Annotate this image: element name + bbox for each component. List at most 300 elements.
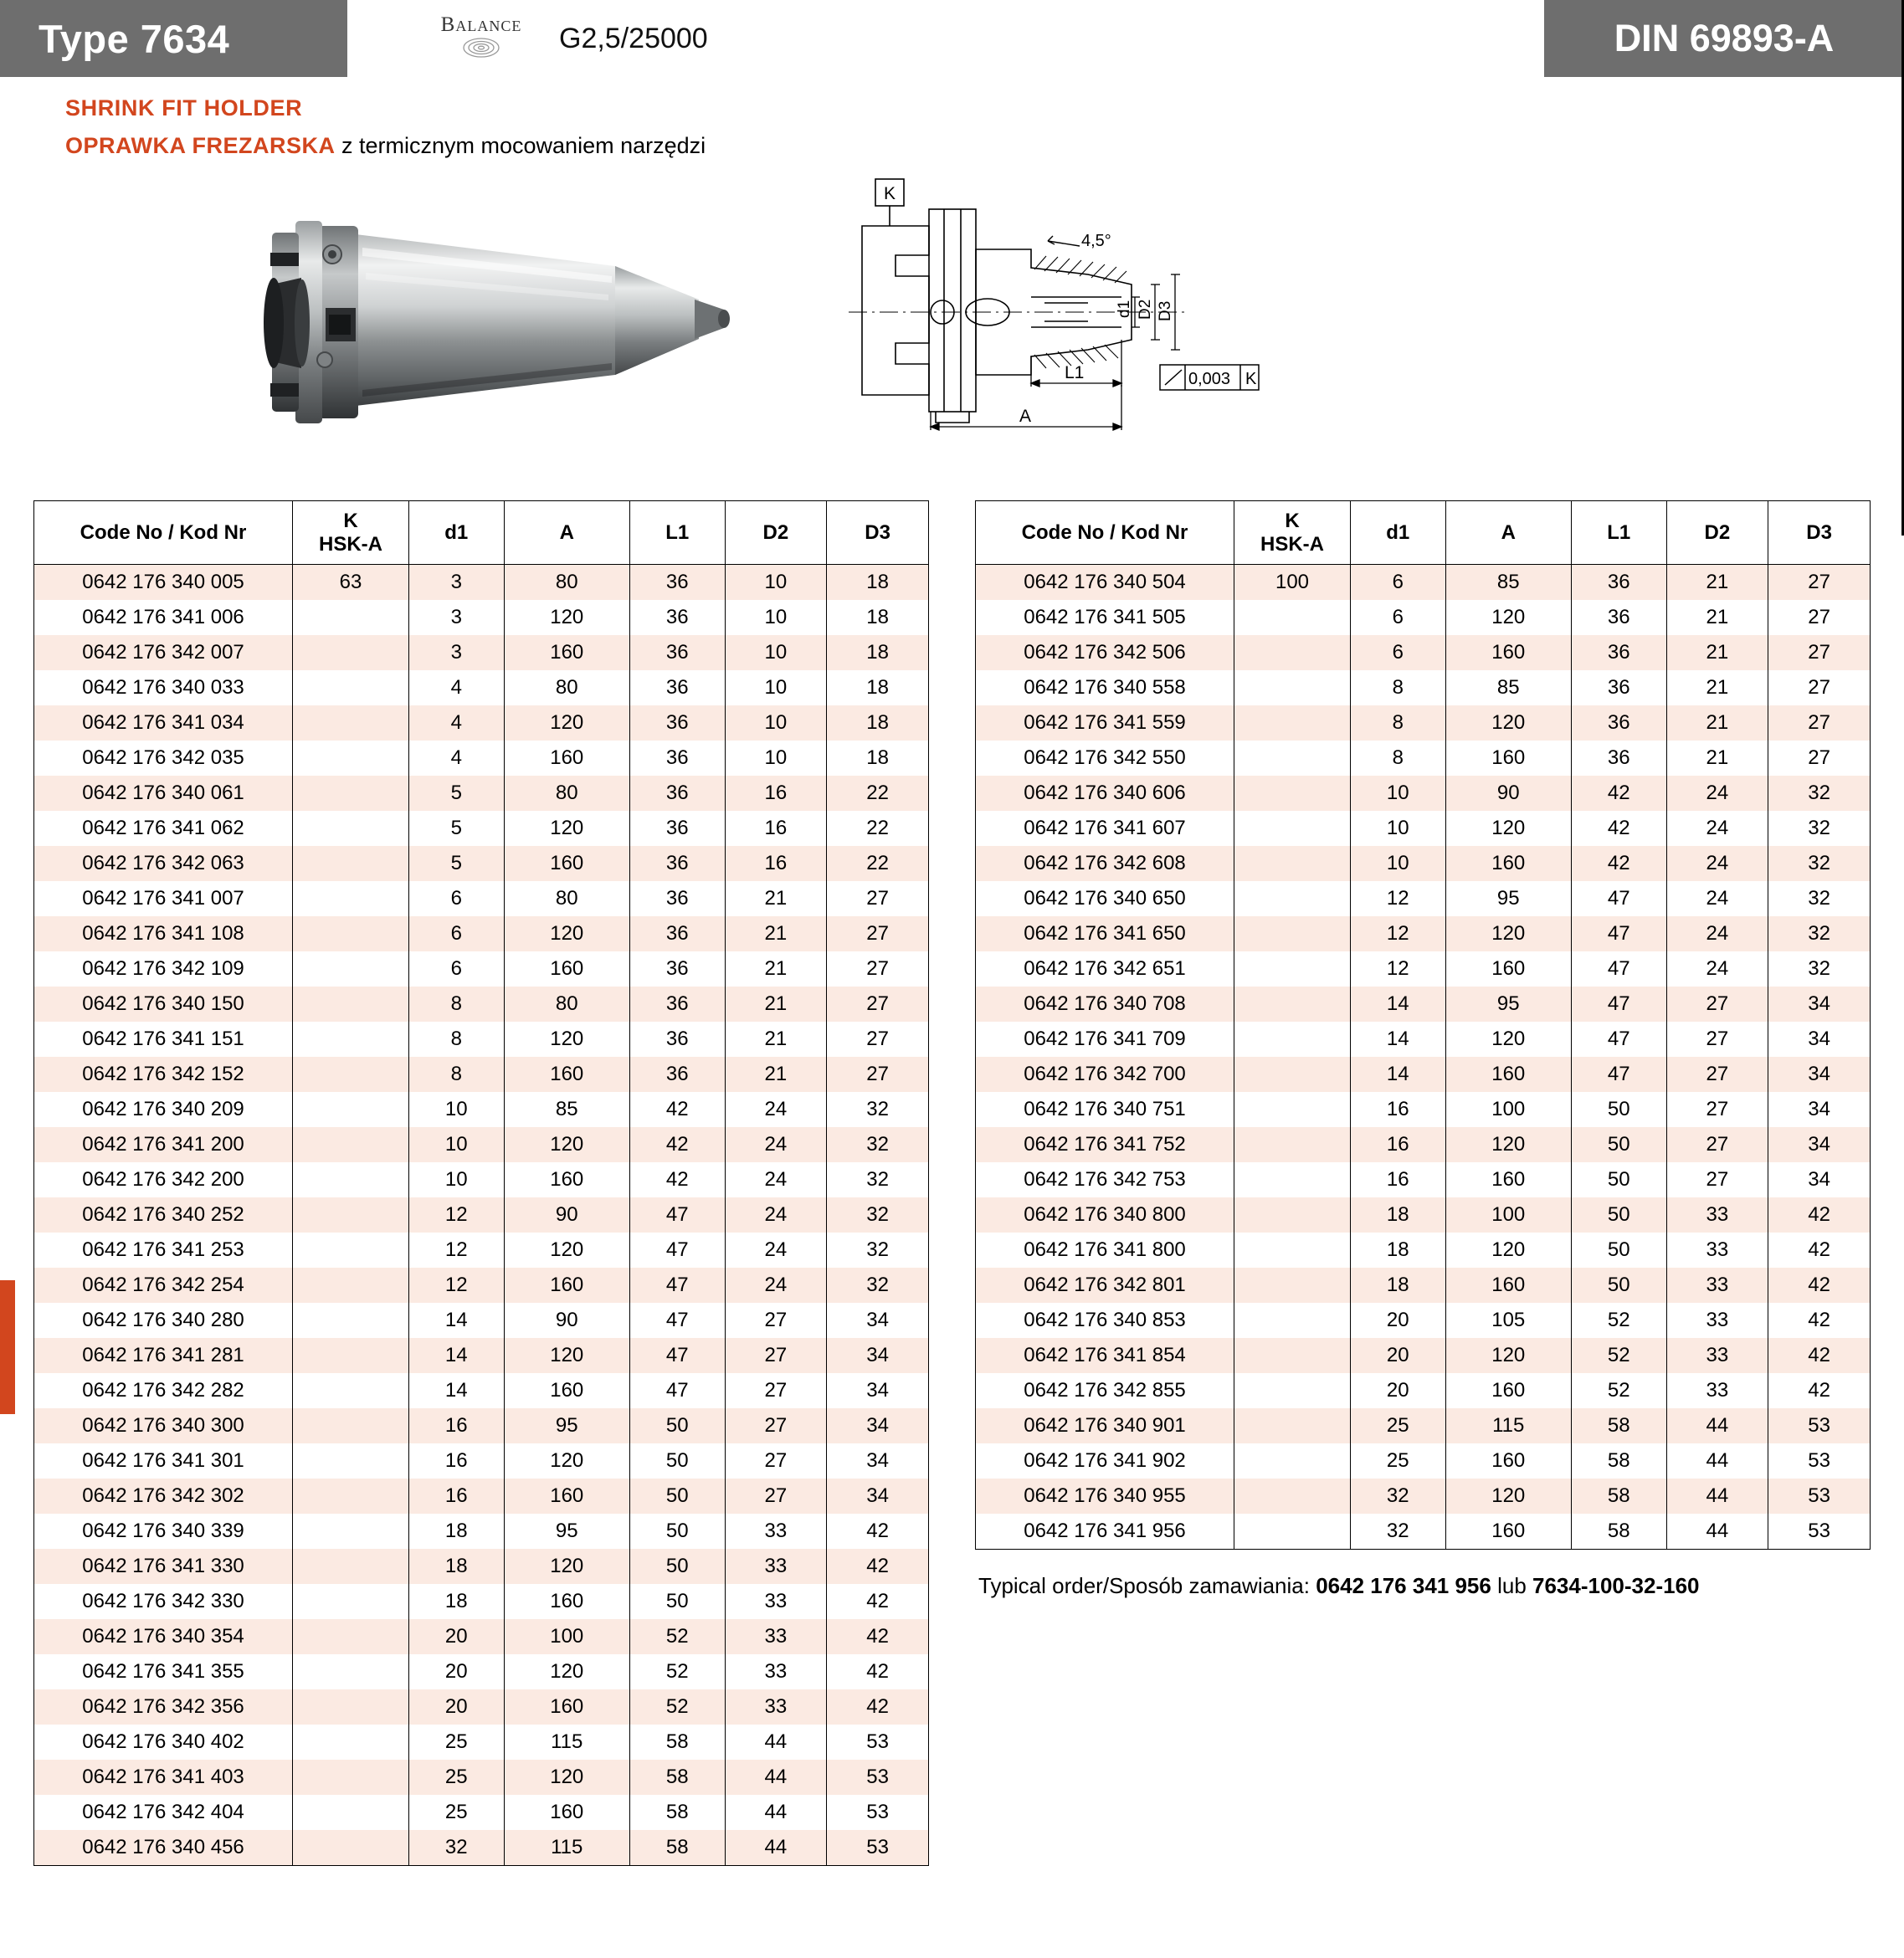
- cell-d3: 34: [827, 1373, 929, 1408]
- cell-k-hsk: [293, 1443, 409, 1479]
- cell-k-hsk: [293, 1619, 409, 1654]
- cell-d1: 8: [409, 1022, 505, 1057]
- cell-k-hsk: [293, 1725, 409, 1760]
- subtitle-pl-highlight: OPRAWKA FREZARSKA: [65, 133, 336, 158]
- cell-k-hsk: [293, 881, 409, 916]
- cell-d2: 24: [1666, 951, 1768, 987]
- cell-d2: 10: [725, 741, 827, 776]
- cell-k-hsk: [293, 1689, 409, 1725]
- cell-code: 0642 176 341 253: [34, 1233, 293, 1268]
- table-row: [34, 881, 929, 916]
- cell-d3: 32: [1768, 916, 1871, 951]
- cell-d1: 20: [1351, 1338, 1446, 1373]
- table-row: [34, 811, 929, 846]
- table-row: [976, 1233, 1871, 1268]
- cell-code: 0642 176 340 853: [976, 1303, 1234, 1338]
- cell-l1: 52: [1571, 1303, 1666, 1338]
- header-d2: D2: [725, 501, 827, 565]
- cell-l1: 47: [1571, 881, 1666, 916]
- cell-l1: 42: [1571, 811, 1666, 846]
- cell-code: 0642 176 340 901: [976, 1408, 1234, 1443]
- cell-d1: 18: [1351, 1268, 1446, 1303]
- cell-d3: 42: [1768, 1373, 1871, 1408]
- cell-l1: 36: [629, 987, 725, 1022]
- cell-d2: 21: [725, 987, 827, 1022]
- cell-d2: 27: [725, 1479, 827, 1514]
- cell-d2: 33: [1666, 1338, 1768, 1373]
- table-row: [34, 600, 929, 635]
- cell-k-hsk: [1234, 1057, 1351, 1092]
- cell-a: 160: [504, 635, 629, 670]
- cell-k-hsk: [293, 1373, 409, 1408]
- cell-a: 120: [504, 1654, 629, 1689]
- cell-a: 160: [504, 951, 629, 987]
- cell-d1: 10: [409, 1092, 505, 1127]
- cell-code: 0642 176 340 751: [976, 1092, 1234, 1127]
- cell-code: 0642 176 341 301: [34, 1443, 293, 1479]
- cell-k-hsk: [1234, 1408, 1351, 1443]
- table-row: [976, 635, 1871, 670]
- cell-a: 115: [1445, 1408, 1571, 1443]
- cell-a: 160: [1445, 951, 1571, 987]
- cell-d2: 24: [725, 1127, 827, 1162]
- cell-d2: 16: [725, 846, 827, 881]
- cell-d1: 20: [409, 1619, 505, 1654]
- cell-d1: 32: [1351, 1514, 1446, 1550]
- cell-k-hsk: [293, 635, 409, 670]
- cell-a: 80: [504, 987, 629, 1022]
- cell-a: 160: [1445, 1443, 1571, 1479]
- cell-d1: 6: [1351, 565, 1446, 601]
- cell-a: 120: [504, 811, 629, 846]
- cell-d3: 27: [827, 987, 929, 1022]
- cell-l1: 36: [629, 1022, 725, 1057]
- cell-d2: 24: [1666, 916, 1768, 951]
- cell-k-hsk: [1234, 1443, 1351, 1479]
- cell-d1: 8: [1351, 741, 1446, 776]
- cell-d1: 18: [1351, 1233, 1446, 1268]
- cell-d1: 12: [409, 1197, 505, 1233]
- cell-l1: 36: [629, 565, 725, 601]
- cell-d3: 18: [827, 705, 929, 741]
- cell-d3: 27: [1768, 705, 1871, 741]
- cell-k-hsk: [1234, 1233, 1351, 1268]
- cell-code: 0642 176 340 209: [34, 1092, 293, 1127]
- cell-d2: 27: [1666, 987, 1768, 1022]
- table-row: [976, 1443, 1871, 1479]
- cell-a: 160: [504, 741, 629, 776]
- cell-d3: 53: [827, 1830, 929, 1866]
- table-row: [34, 1443, 929, 1479]
- cell-d1: 10: [409, 1162, 505, 1197]
- cell-k-hsk: [1234, 741, 1351, 776]
- cell-d2: 33: [1666, 1268, 1768, 1303]
- cell-a: 120: [504, 1443, 629, 1479]
- cell-a: 90: [504, 1197, 629, 1233]
- cell-a: 105: [1445, 1303, 1571, 1338]
- header-a: A: [1445, 501, 1571, 565]
- cell-a: 120: [504, 600, 629, 635]
- cell-l1: 52: [629, 1689, 725, 1725]
- cell-d3: 32: [1768, 811, 1871, 846]
- cell-code: 0642 176 341 330: [34, 1549, 293, 1584]
- cell-d1: 14: [409, 1373, 505, 1408]
- cell-d2: 24: [725, 1197, 827, 1233]
- cell-d2: 33: [1666, 1233, 1768, 1268]
- cell-d1: 3: [409, 565, 505, 601]
- cell-d2: 27: [725, 1303, 827, 1338]
- cell-a: 160: [1445, 1268, 1571, 1303]
- cell-d2: 33: [1666, 1373, 1768, 1408]
- cell-code: 0642 176 340 280: [34, 1303, 293, 1338]
- cell-k-hsk: 63: [293, 565, 409, 601]
- cell-l1: 36: [629, 951, 725, 987]
- cell-d1: 12: [1351, 951, 1446, 987]
- cell-d1: 18: [409, 1549, 505, 1584]
- cell-a: 160: [504, 1689, 629, 1725]
- cell-a: 95: [504, 1514, 629, 1549]
- cell-a: 90: [1445, 776, 1571, 811]
- cell-k-hsk: [1234, 916, 1351, 951]
- cell-a: 80: [504, 881, 629, 916]
- cell-d3: 53: [1768, 1479, 1871, 1514]
- cell-k-hsk: [1234, 1162, 1351, 1197]
- cell-d2: 33: [725, 1654, 827, 1689]
- cell-d3: 27: [827, 951, 929, 987]
- table-row: [34, 776, 929, 811]
- cell-code: 0642 176 341 200: [34, 1127, 293, 1162]
- cell-d2: 21: [725, 881, 827, 916]
- table-row: [34, 1725, 929, 1760]
- cell-code: 0642 176 340 252: [34, 1197, 293, 1233]
- cell-l1: 50: [629, 1443, 725, 1479]
- typical-order-prefix: Typical order/Sposób zamawiania:: [978, 1573, 1316, 1599]
- table-row: [976, 881, 1871, 916]
- cell-l1: 36: [1571, 635, 1666, 670]
- cell-k-hsk: [1234, 1479, 1351, 1514]
- cell-a: 120: [1445, 1127, 1571, 1162]
- cell-l1: 36: [1571, 565, 1666, 601]
- cell-l1: 50: [629, 1584, 725, 1619]
- cell-d3: 27: [827, 881, 929, 916]
- cell-d2: 21: [725, 1022, 827, 1057]
- cell-d3: 53: [827, 1795, 929, 1830]
- cell-l1: 52: [1571, 1338, 1666, 1373]
- header-a: A: [504, 501, 629, 565]
- cell-code: 0642 176 341 281: [34, 1338, 293, 1373]
- cell-a: 85: [504, 1092, 629, 1127]
- cell-l1: 36: [629, 741, 725, 776]
- cell-d2: 44: [725, 1830, 827, 1866]
- cell-code: 0642 176 342 302: [34, 1479, 293, 1514]
- cell-d3: 32: [827, 1127, 929, 1162]
- typical-order-code: 0642 176 341 956: [1316, 1573, 1491, 1599]
- cell-a: 120: [1445, 1479, 1571, 1514]
- cell-l1: 58: [629, 1760, 725, 1795]
- cell-d1: 14: [1351, 987, 1446, 1022]
- cell-a: 80: [504, 670, 629, 705]
- cell-d2: 44: [725, 1795, 827, 1830]
- cell-k-hsk: 100: [1234, 565, 1351, 601]
- cell-k-hsk: [293, 987, 409, 1022]
- cell-l1: 47: [629, 1338, 725, 1373]
- table-row: [976, 916, 1871, 951]
- cell-k-hsk: [293, 1760, 409, 1795]
- cell-d3: 34: [827, 1303, 929, 1338]
- cell-a: 120: [504, 1549, 629, 1584]
- cell-d1: 12: [1351, 916, 1446, 951]
- cell-d1: 3: [409, 635, 505, 670]
- cell-l1: 50: [1571, 1233, 1666, 1268]
- cell-d1: 25: [1351, 1408, 1446, 1443]
- cell-d3: 27: [1768, 670, 1871, 705]
- cell-code: 0642 176 341 956: [976, 1514, 1234, 1550]
- cell-d2: 24: [1666, 846, 1768, 881]
- table-row: [976, 1162, 1871, 1197]
- cell-k-hsk: [1234, 1514, 1351, 1550]
- cell-d1: 20: [1351, 1303, 1446, 1338]
- cell-d3: 42: [827, 1619, 929, 1654]
- cell-code: 0642 176 341 650: [976, 916, 1234, 951]
- cell-a: 100: [1445, 1197, 1571, 1233]
- cell-code: 0642 176 340 800: [976, 1197, 1234, 1233]
- cell-d1: 25: [409, 1725, 505, 1760]
- cell-l1: 36: [1571, 600, 1666, 635]
- cell-d1: 6: [409, 916, 505, 951]
- dim-d1-label: d1: [1116, 300, 1133, 318]
- table-row: [34, 1760, 929, 1795]
- table-row: [976, 1092, 1871, 1127]
- standard-label: DIN 69893-A: [1614, 17, 1835, 59]
- technical-drawing: [837, 176, 1339, 460]
- cell-d3: 42: [827, 1514, 929, 1549]
- cell-k-hsk: [293, 811, 409, 846]
- cell-d2: 21: [725, 916, 827, 951]
- cell-l1: 47: [629, 1303, 725, 1338]
- cell-a: 120: [504, 1760, 629, 1795]
- cell-d3: 32: [827, 1197, 929, 1233]
- cell-d3: 42: [1768, 1233, 1871, 1268]
- cell-d2: 33: [1666, 1197, 1768, 1233]
- cell-k-hsk: [1234, 705, 1351, 741]
- table-row: [34, 1654, 929, 1689]
- cell-l1: 52: [1571, 1373, 1666, 1408]
- cell-code: 0642 176 340 005: [34, 565, 293, 601]
- cell-code: 0642 176 341 607: [976, 811, 1234, 846]
- cell-k-hsk: [293, 776, 409, 811]
- cell-l1: 42: [629, 1127, 725, 1162]
- table-row: [976, 776, 1871, 811]
- cell-l1: 50: [1571, 1092, 1666, 1127]
- cell-code: 0642 176 342 404: [34, 1795, 293, 1830]
- cell-code: 0642 176 341 559: [976, 705, 1234, 741]
- cell-k-hsk: [293, 600, 409, 635]
- table-row: [34, 741, 929, 776]
- cell-a: 120: [1445, 1233, 1571, 1268]
- cell-d1: 10: [1351, 846, 1446, 881]
- cell-code: 0642 176 342 035: [34, 741, 293, 776]
- table-left-body: [34, 565, 929, 1866]
- cell-d2: 27: [1666, 1162, 1768, 1197]
- table-row: [34, 916, 929, 951]
- table-row: [34, 1795, 929, 1830]
- cell-d3: 34: [827, 1338, 929, 1373]
- cell-k-hsk: [293, 1162, 409, 1197]
- table-row: [34, 1479, 929, 1514]
- cell-d2: 44: [1666, 1443, 1768, 1479]
- cell-code: 0642 176 340 339: [34, 1514, 293, 1549]
- cell-d3: 32: [1768, 881, 1871, 916]
- cell-code: 0642 176 342 801: [976, 1268, 1234, 1303]
- cell-l1: 50: [629, 1514, 725, 1549]
- cell-a: 100: [1445, 1092, 1571, 1127]
- table-row: [976, 1057, 1871, 1092]
- cell-d1: 4: [409, 741, 505, 776]
- cell-a: 160: [1445, 635, 1571, 670]
- header-l1: L1: [629, 501, 725, 565]
- cell-k-hsk: [1234, 846, 1351, 881]
- cell-d2: 24: [1666, 811, 1768, 846]
- table-row: [34, 1268, 929, 1303]
- cell-code: 0642 176 342 550: [976, 741, 1234, 776]
- cell-l1: 47: [1571, 987, 1666, 1022]
- table-row: [976, 1408, 1871, 1443]
- cell-a: 120: [504, 1127, 629, 1162]
- cell-d1: 18: [1351, 1197, 1446, 1233]
- page-header: [0, 0, 1904, 77]
- cell-a: 120: [1445, 1022, 1571, 1057]
- table-row: [34, 1830, 929, 1866]
- cell-k-hsk: [1234, 776, 1351, 811]
- cell-code: 0642 176 340 955: [976, 1479, 1234, 1514]
- cell-code: 0642 176 342 254: [34, 1268, 293, 1303]
- cell-d3: 32: [827, 1268, 929, 1303]
- table-row: [34, 1162, 929, 1197]
- cell-d2: 21: [1666, 565, 1768, 601]
- cell-d3: 53: [827, 1760, 929, 1795]
- cell-a: 85: [1445, 670, 1571, 705]
- cell-code: 0642 176 342 200: [34, 1162, 293, 1197]
- cell-d1: 4: [409, 705, 505, 741]
- table-right-wrapper: [975, 500, 1871, 1866]
- table-row: [34, 951, 929, 987]
- typical-order-middle: lub: [1491, 1573, 1533, 1599]
- dim-d2-label: D2: [1137, 299, 1154, 320]
- cell-code: 0642 176 342 651: [976, 951, 1234, 987]
- cell-l1: 42: [1571, 776, 1666, 811]
- cell-a: 160: [504, 1268, 629, 1303]
- cell-code: 0642 176 341 151: [34, 1022, 293, 1057]
- cell-l1: 52: [629, 1619, 725, 1654]
- cell-d1: 16: [1351, 1092, 1446, 1127]
- balance-spec: G2,5/25000: [559, 22, 708, 54]
- table-row: [34, 846, 929, 881]
- angle-label: 4,5°: [1081, 232, 1111, 250]
- dim-d3-label: D3: [1157, 300, 1174, 321]
- balance-rings-icon: [462, 37, 500, 63]
- cell-code: 0642 176 340 150: [34, 987, 293, 1022]
- table-row: [34, 1689, 929, 1725]
- cell-code: 0642 176 342 109: [34, 951, 293, 987]
- cell-code: 0642 176 341 034: [34, 705, 293, 741]
- cell-d2: 21: [1666, 670, 1768, 705]
- cell-d3: 34: [1768, 1057, 1871, 1092]
- cell-a: 100: [504, 1619, 629, 1654]
- table-row: [34, 1057, 929, 1092]
- subtitle-en: SHRINK FIT HOLDER: [65, 95, 303, 120]
- cell-code: 0642 176 341 902: [976, 1443, 1234, 1479]
- cell-d3: 18: [827, 635, 929, 670]
- cell-k-hsk: [293, 741, 409, 776]
- header-d1: d1: [1351, 501, 1446, 565]
- cell-l1: 42: [629, 1092, 725, 1127]
- header-d3: D3: [1768, 501, 1871, 565]
- cell-d1: 4: [409, 670, 505, 705]
- type-badge: [0, 0, 347, 77]
- table-row: [34, 1514, 929, 1549]
- cell-d3: 18: [827, 565, 929, 601]
- table-row: [976, 1338, 1871, 1373]
- subtitle-pl-rest: z termicznym mocowaniem narzędzi: [335, 133, 706, 158]
- cell-a: 120: [1445, 705, 1571, 741]
- cell-d1: 3: [409, 600, 505, 635]
- cell-a: 120: [1445, 916, 1571, 951]
- header-k-line2: HSK-A: [319, 532, 382, 556]
- cell-k-hsk: [293, 1584, 409, 1619]
- cell-a: 95: [1445, 881, 1571, 916]
- cell-a: 120: [504, 1233, 629, 1268]
- cell-d2: 16: [725, 776, 827, 811]
- cell-a: 90: [504, 1303, 629, 1338]
- cell-d3: 34: [1768, 1022, 1871, 1057]
- cell-k-hsk: [293, 1127, 409, 1162]
- cell-k-hsk: [1234, 1268, 1351, 1303]
- cell-d2: 21: [1666, 741, 1768, 776]
- cell-a: 160: [504, 846, 629, 881]
- cell-l1: 47: [1571, 951, 1666, 987]
- table-row: [34, 1373, 929, 1408]
- spec-table-hsk63: [33, 500, 929, 1866]
- balance-word: Balance: [440, 13, 522, 36]
- cell-l1: 58: [629, 1795, 725, 1830]
- cell-d1: 10: [409, 1127, 505, 1162]
- table-header-row: [976, 501, 1871, 565]
- cell-a: 160: [504, 1795, 629, 1830]
- cell-d3: 27: [1768, 741, 1871, 776]
- cell-a: 160: [1445, 1162, 1571, 1197]
- cell-d3: 34: [1768, 1092, 1871, 1127]
- table-row: [34, 1092, 929, 1127]
- cell-d1: 32: [1351, 1479, 1446, 1514]
- cell-d2: 27: [725, 1373, 827, 1408]
- tolerance-value: 0,003: [1188, 370, 1231, 388]
- cell-d1: 20: [1351, 1373, 1446, 1408]
- table-row: [34, 705, 929, 741]
- cell-d2: 33: [1666, 1303, 1768, 1338]
- cell-d1: 6: [409, 951, 505, 987]
- cell-d3: 32: [827, 1162, 929, 1197]
- cell-code: 0642 176 341 752: [976, 1127, 1234, 1162]
- header-code: Code No / Kod Nr: [34, 501, 293, 565]
- cell-l1: 50: [1571, 1268, 1666, 1303]
- cell-code: 0642 176 341 709: [976, 1022, 1234, 1057]
- cell-d1: 16: [409, 1443, 505, 1479]
- header-d1: d1: [409, 501, 505, 565]
- cell-k-hsk: [1234, 1197, 1351, 1233]
- cell-l1: 58: [629, 1725, 725, 1760]
- cell-k-hsk: [293, 916, 409, 951]
- cell-d1: 16: [1351, 1162, 1446, 1197]
